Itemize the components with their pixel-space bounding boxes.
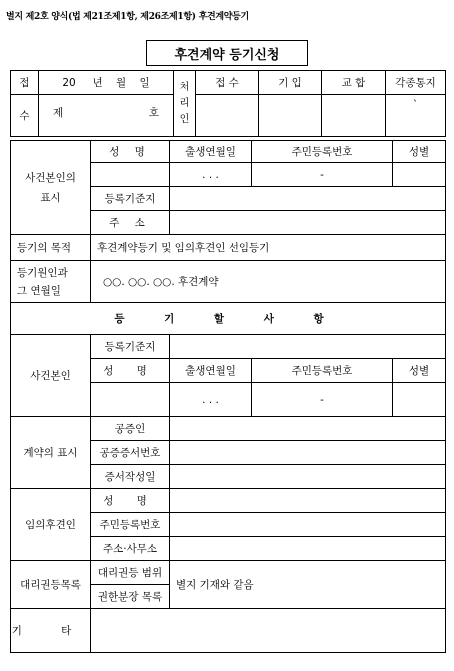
receipt-date[interactable]	[39, 71, 174, 95]
contract-date-field[interactable]	[170, 465, 446, 489]
col-notice: 각종통지	[386, 71, 446, 95]
notice-cell[interactable]: `	[386, 95, 446, 137]
subject-dob-field[interactable]: . . .	[170, 163, 252, 187]
day-label: 일	[139, 77, 150, 89]
contract-date-label: 증서작성일	[91, 465, 170, 489]
guardian-rrn-field[interactable]	[170, 513, 446, 537]
agency-value[interactable]: 별지 기재와 같음	[170, 561, 446, 609]
subject-rrn-field[interactable]: -	[252, 163, 393, 187]
subject-regbase-label: 등록기준지	[91, 187, 170, 211]
subject-sex-field[interactable]	[393, 163, 446, 187]
contract-number-field[interactable]	[170, 441, 446, 465]
cause-value[interactable]: ○○. ○○. ○○. 후견계약	[91, 261, 446, 303]
person-section-label: 사건본인	[11, 335, 91, 417]
receipt-label-top: 접	[11, 71, 39, 95]
guardian-name-field[interactable]	[170, 489, 446, 513]
receipt-table	[10, 70, 446, 137]
subject-address-label: 주 소	[91, 211, 170, 235]
contract-number-label: 공증증서번호	[91, 441, 170, 465]
entry-cell[interactable]	[259, 95, 322, 137]
subject-header-dob: 출생연월일	[170, 141, 252, 163]
agency-division-label: 권한분장 목록	[91, 585, 170, 609]
form-title: 후견계약 등기신청	[146, 40, 308, 66]
person-dob-field[interactable]: . . .	[170, 383, 252, 417]
receipt-number[interactable]: 제 호	[39, 95, 174, 137]
receipt-cell[interactable]	[196, 95, 259, 137]
col-receipt: 접 수	[196, 71, 259, 95]
receipt-year: 20	[62, 77, 76, 89]
person-regbase-field[interactable]	[170, 335, 446, 359]
purpose-value[interactable]: 후견계약등기 및 임의후견인 선임등기	[91, 235, 446, 261]
guardian-address-field[interactable]	[170, 537, 446, 561]
agency-scope-label: 대리권등 범위	[91, 561, 170, 585]
contract-notary-field[interactable]	[170, 417, 446, 441]
person-sex-field[interactable]	[393, 383, 446, 417]
person-name-field[interactable]	[91, 383, 170, 417]
person-rrn-field[interactable]: -	[252, 383, 393, 417]
contract-section-label: 계약의 표시	[11, 417, 91, 489]
guardian-section-label: 임의후견인	[11, 489, 91, 561]
process-label: 처 리 인	[174, 71, 196, 137]
col-entry: 기 입	[259, 71, 322, 95]
agency-section-label: 대리권등목록	[11, 561, 91, 609]
form-caption: 별지 제2호 양식(법 제21조제1항, 제26조제1항) 후견계약등기	[6, 12, 249, 22]
matters-header: 등 기 할 사 항	[11, 303, 446, 335]
subject-header-name: 성 명	[91, 141, 170, 163]
person-header-sex: 성별	[393, 359, 446, 383]
subject-address-field[interactable]	[170, 211, 446, 235]
guardian-rrn-label: 주민등록번호	[91, 513, 170, 537]
guardian-address-label: 주소·사무소	[91, 537, 170, 561]
subject-header-sex: 성별	[393, 141, 446, 163]
cause-label: 등기원인과 그 연월일	[11, 261, 91, 303]
col-verify: 교 합	[322, 71, 386, 95]
main-form-table	[10, 140, 446, 653]
person-regbase-label: 등록기준지	[91, 335, 170, 359]
receipt-label-bottom: 수	[11, 95, 39, 137]
person-header-name: 성 명	[91, 359, 170, 383]
month-label: 월	[115, 77, 127, 89]
purpose-label: 등기의 목적	[11, 235, 91, 261]
subject-header-rrn: 주민등록번호	[252, 141, 393, 163]
other-label: 기 타	[11, 609, 91, 653]
verify-cell[interactable]	[322, 95, 386, 137]
subject-name-field[interactable]	[91, 163, 170, 187]
other-field[interactable]	[91, 609, 446, 653]
person-header-dob: 출생연월일	[170, 359, 252, 383]
person-header-rrn: 주민등록번호	[252, 359, 393, 383]
contract-notary-label: 공증인	[91, 417, 170, 441]
subject-section-label: 사건본인의 표시	[11, 141, 91, 235]
subject-regbase-field[interactable]	[170, 187, 446, 211]
year-label: 년	[92, 77, 103, 89]
guardian-name-label: 성 명	[91, 489, 170, 513]
